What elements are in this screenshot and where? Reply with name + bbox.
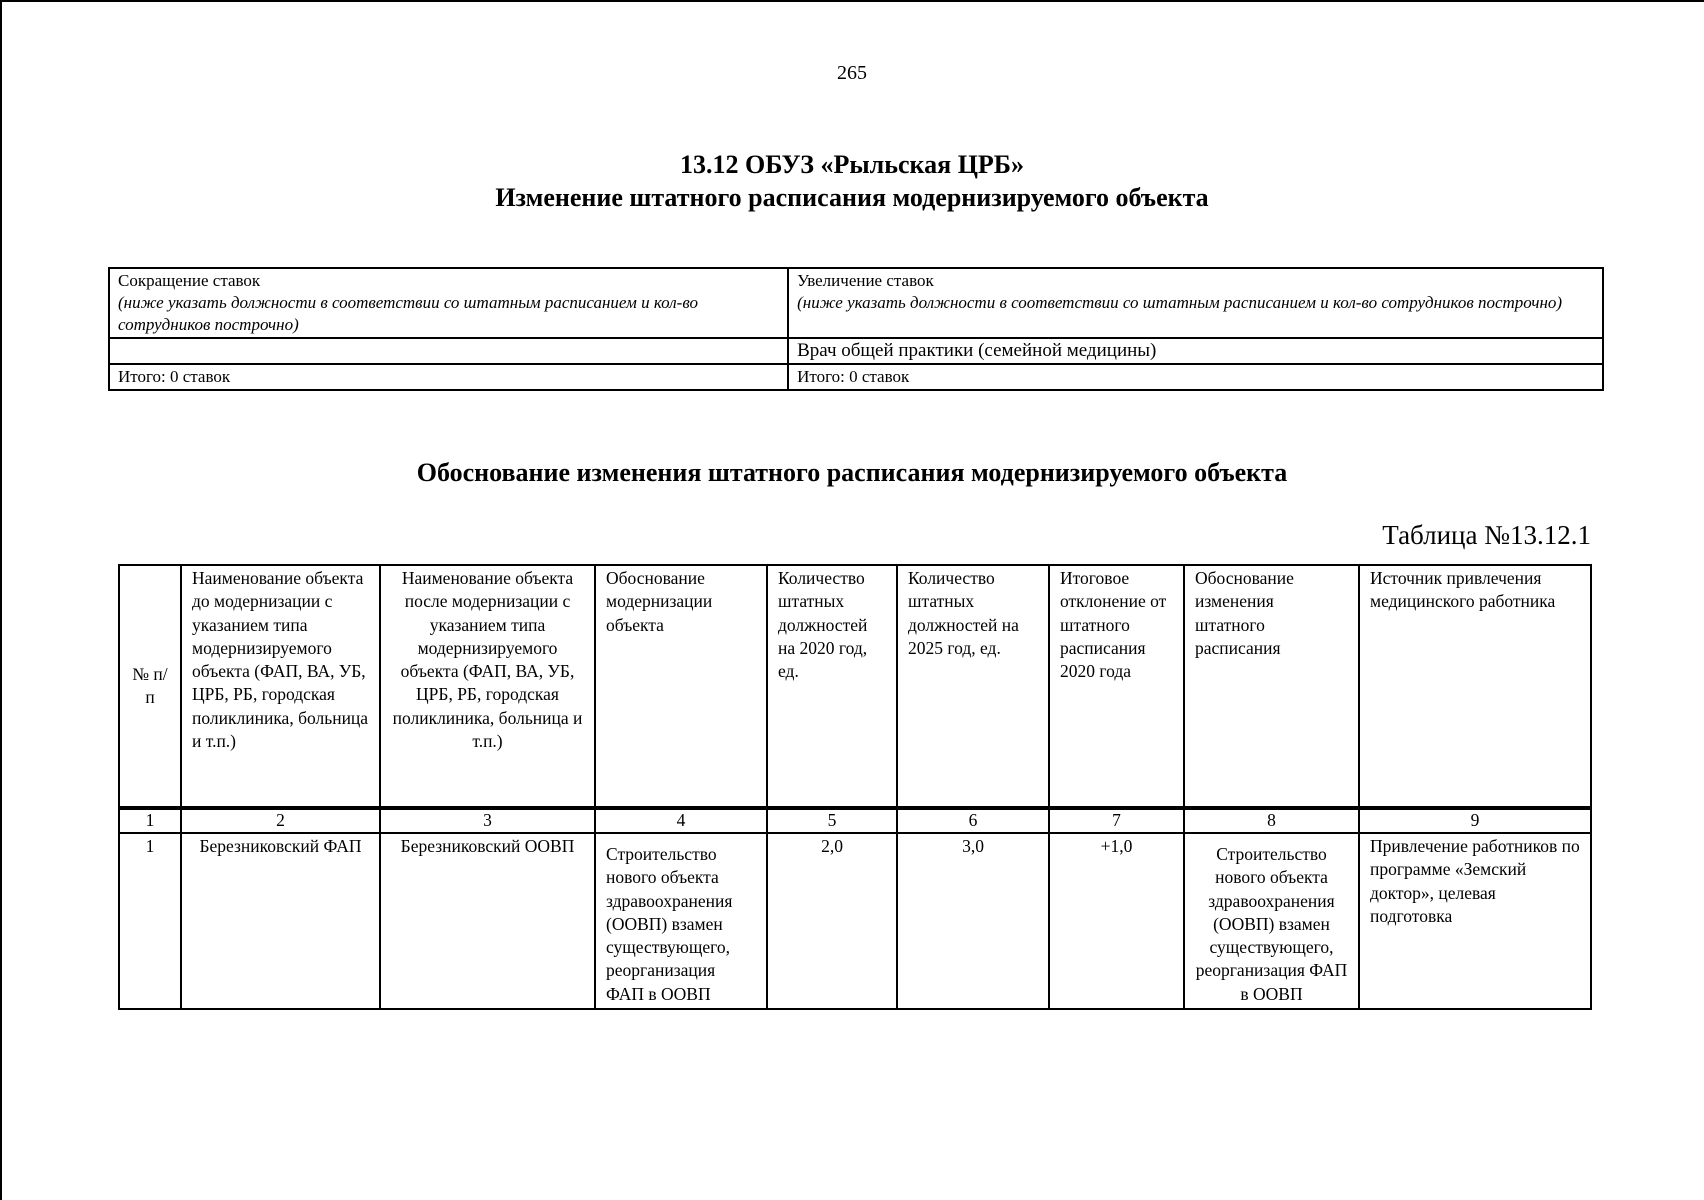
header-staff-2025: Количество штатных должностей на 2025 год, ед. bbox=[897, 565, 1049, 807]
header-change-reason: Обоснование изменения штатного расписания bbox=[1184, 565, 1359, 807]
staff-table-total-row bbox=[109, 364, 1603, 390]
column-number: 3 bbox=[380, 809, 595, 833]
header-object-before: Наименование объекта до модернизации с указанием типа модернизируемого объекта (ФАП, ВА, УБ, ЦРБ, РБ, городская поликлиника, больница и т.п.) bbox=[181, 565, 380, 807]
column-number-row bbox=[119, 809, 1591, 833]
modernization-reason-text: Строительство нового объекта здравоохранения (ООВП) взамен существующего, реорганизация ФАП в ООВП bbox=[606, 844, 733, 1004]
staff-table-header-row bbox=[109, 268, 1603, 338]
header-object-after: Наименование объекта после модернизации с указанием типа модернизируемого объекта (ФАП, ВА, УБ, ЦРБ, РБ, городская поликлиника, больница и т.п.) bbox=[380, 565, 595, 807]
object-before: Березниковский ФАП bbox=[181, 833, 380, 1009]
increase-total: Итого: 0 ставок bbox=[788, 364, 1603, 390]
staff-2020: 2,0 bbox=[767, 833, 897, 1009]
reduction-header: Сокращение ставок bbox=[118, 271, 261, 290]
change-reason bbox=[1184, 833, 1359, 1009]
reduction-note: (ниже указать должности в соответствии со штатным расписанием и кол-во сотрудников построчно) bbox=[118, 293, 698, 334]
column-number: 7 bbox=[1049, 809, 1184, 833]
justification-table bbox=[118, 564, 1592, 1010]
increase-position: Врач общей практики (семейной медицины) bbox=[788, 338, 1603, 364]
header-staff-source: Источник привлечения медицинского работника bbox=[1359, 565, 1591, 807]
page-number: 265 bbox=[837, 62, 867, 84]
page-border-top bbox=[0, 0, 1704, 2]
staff-2025: 3,0 bbox=[897, 833, 1049, 1009]
column-number: 8 bbox=[1184, 809, 1359, 833]
header-staff-2020: Количество штатных должностей на 2020 год, ед. bbox=[767, 565, 897, 807]
staff-table-position-row bbox=[109, 338, 1603, 364]
increase-note: (ниже указать должности в соответствии со штатным расписанием и кол-во сотрудников построчно) bbox=[797, 293, 1563, 312]
document-title: 13.12 ОБУЗ «Рыльская ЦРБ» bbox=[680, 150, 1024, 179]
modernization-reason bbox=[595, 833, 767, 1009]
table-caption: Таблица №13.12.1 bbox=[1382, 520, 1591, 550]
increase-header-cell bbox=[788, 268, 1603, 338]
staff-source: Привлечение работников по программе «Земский доктор», целевая подготовка bbox=[1359, 833, 1591, 1009]
object-after: Березниковский ООВП bbox=[380, 833, 595, 1009]
reduction-header-cell bbox=[109, 268, 788, 338]
column-number: 1 bbox=[119, 809, 181, 833]
table-header-row bbox=[119, 565, 1591, 807]
header-deviation: Итоговое отклонение от штатного расписания 2020 года bbox=[1049, 565, 1184, 807]
justification-title: Обоснование изменения штатного расписания модернизируемого объекта bbox=[416, 458, 1288, 487]
column-number: 2 bbox=[181, 809, 380, 833]
change-reason-text: Строительство нового объекта здравоохранения (ООВП) взамен существующего, реорганизация ФАП в ООВП bbox=[1195, 844, 1348, 1004]
deviation: +1,0 bbox=[1049, 833, 1184, 1009]
column-number: 6 bbox=[897, 809, 1049, 833]
table-row bbox=[119, 833, 1591, 1009]
staff-change-table bbox=[108, 267, 1604, 391]
column-number: 4 bbox=[595, 809, 767, 833]
column-number: 5 bbox=[767, 809, 897, 833]
column-number: 9 bbox=[1359, 809, 1591, 833]
header-number: № п/п bbox=[119, 565, 181, 807]
header-modernization-reason: Обоснование модернизации объекта bbox=[595, 565, 767, 807]
row-number: 1 bbox=[119, 833, 181, 1009]
increase-header: Увеличение ставок bbox=[797, 271, 934, 290]
reduction-total: Итого: 0 ставок bbox=[109, 364, 788, 390]
reduction-position bbox=[109, 338, 788, 364]
page-border-left bbox=[0, 0, 2, 1200]
document-subtitle: Изменение штатного расписания модернизируемого объекта bbox=[495, 183, 1209, 212]
